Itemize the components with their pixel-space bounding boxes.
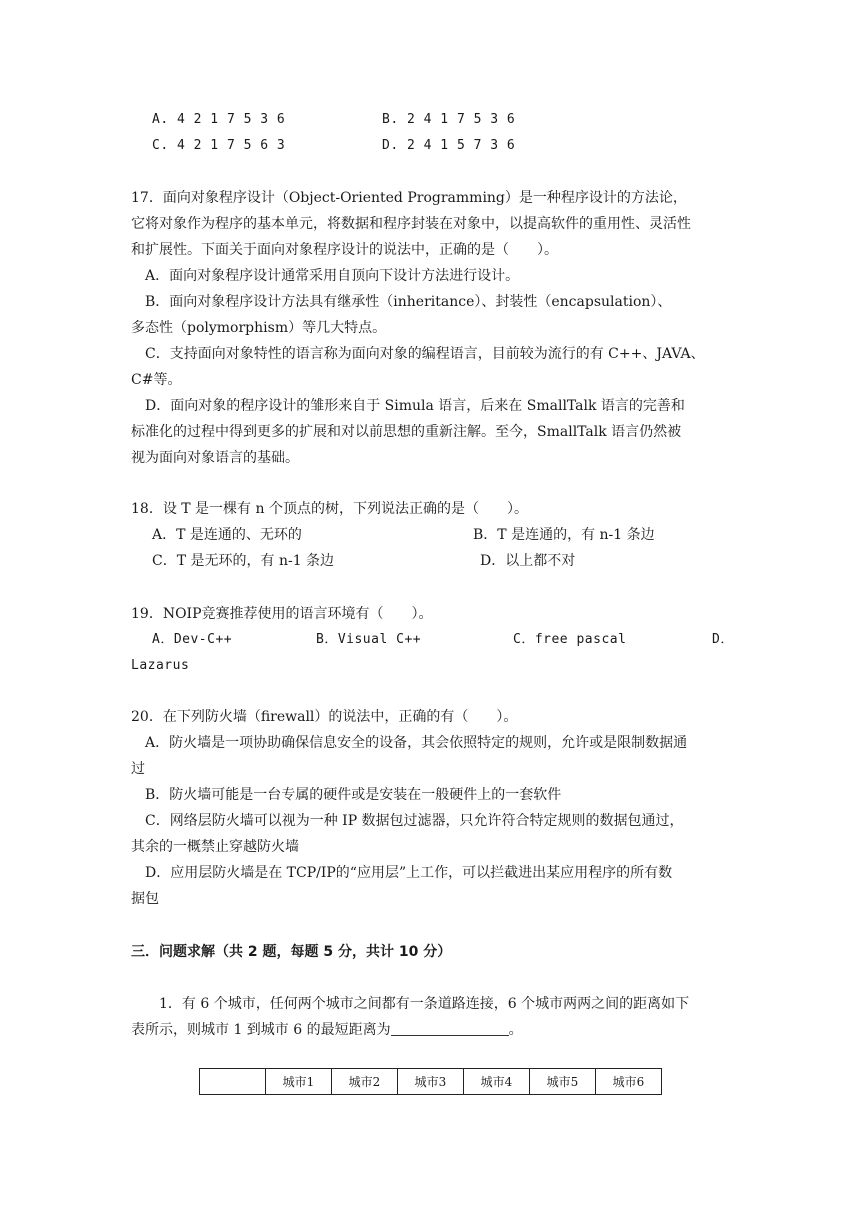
q17-option-d-line-3: 视为面向对象语言的基础。 (131, 450, 299, 466)
q16-option-b: B. 2 4 1 7 5 3 6 (382, 112, 516, 127)
q20-option-c-line-1: C．网络层防火墙可以视为一种 IP 数据包过滤器，只允许符合特定规则的数据包通过， (145, 813, 684, 829)
problem-1-text: 表所示，则城市 1 到城市 6 的最短距离为 (131, 1022, 391, 1038)
q17-stem-line-3: 和扩展性。下面关于面向对象程序设计的说法中，正确的是（ ）。 (131, 242, 558, 258)
q18-option-c: C．T 是无环的，有 n-1 条边 (152, 553, 335, 569)
q19-option-b: B．Visual C++ (316, 632, 422, 647)
table-header-cell: 城市3 (398, 1069, 464, 1095)
q18-stem: 18．设 T 是一棵有 n 个顶点的树，下列说法正确的是（ ）。 (131, 501, 528, 517)
table-header-cell: 城市4 (464, 1069, 530, 1095)
q20-option-a-line-2: 过 (131, 761, 145, 777)
q19-option-c: C．free pascal (513, 632, 627, 647)
table-header-cell: 城市5 (530, 1069, 596, 1095)
answer-blank[interactable] (391, 1021, 509, 1036)
q17-stem-line-2: 它将对象作为程序的基本单元，将数据和程序封装在对象中，以提高软件的重用性、灵活性 (131, 216, 691, 232)
q20-option-d-line-2: 据包 (131, 891, 159, 907)
q17-option-c-line-1: C．支持面向对象特性的语言称为面向对象的编程语言，目前较为流行的有 C++、JAVA、 (145, 346, 705, 362)
q20-stem: 20．在下列防火墙（firewall）的说法中，正确的有（ ）。 (131, 709, 518, 725)
q16-option-d: D. 2 4 1 5 7 3 6 (382, 138, 516, 153)
q17-stem-line-1: 17．面向对象程序设计（Object-Oriented Programming）是一种程序设计的方法论， (131, 190, 687, 206)
table-header-cell: 城市6 (596, 1069, 662, 1095)
q16-option-a: A. 4 2 1 7 5 3 6 (152, 112, 286, 127)
table-header-row (200, 1069, 662, 1095)
q17-option-c-line-2: C#等。 (131, 372, 182, 388)
q18-option-a: A．T 是连通的、无环的 (152, 527, 302, 543)
q19-option-a: A．Dev-C++ (152, 632, 233, 647)
q16-option-c: C. 4 2 1 7 5 6 3 (152, 138, 286, 153)
q17-option-d-line-1: D．面向对象的程序设计的雏形来自于 Simula 语言，后来在 SmallTalk 语言的完善和 (145, 398, 685, 414)
q20-option-a-line-1: A．防火墙是一项协助确保信息安全的设备，其会依照特定的规则，允许或是限制数据通 (145, 735, 688, 751)
q20-option-c-line-2: 其余的一概禁止穿越防火墙 (131, 839, 299, 855)
q17-option-b-line-1: B．面向对象程序设计方法具有继承性（inheritance）、封装性（encapsulation）、 (145, 294, 672, 310)
q18-option-d: D．以上都不对 (480, 553, 576, 569)
q17-option-d-line-2: 标准化的过程中得到更多的扩展和对以前思想的重新注解。至今，SmallTalk 语言仍然被 (131, 424, 682, 440)
section-title: 三．问题求解（共 2 题，每题 5 分，共计 10 分） (131, 944, 452, 960)
q20-option-b: B．防火墙可能是一台专属的硬件或是安装在一般硬件上的一套软件 (145, 787, 562, 803)
table-header-cell: 城市2 (332, 1069, 398, 1095)
table-header-cell (200, 1069, 266, 1095)
problem-1-line-1: 1．有 6 个城市，任何两个城市之间都有一条道路连接，6 个城市两两之间的距离如下 (159, 996, 690, 1012)
q19-option-d: D． (712, 632, 734, 647)
problem-1-line-2 (131, 1020, 523, 1040)
q19-option-d-continued: Lazarus (131, 658, 190, 673)
q17-option-b-line-2: 多态性（polymorphism）等几大特点。 (131, 320, 387, 336)
q19-stem: 19．NOIP竞赛推荐使用的语言环境有（ ）。 (131, 606, 433, 622)
q20-option-d-line-1: D．应用层防火墙是在 TCP/IP的“应用层”上工作，可以拦截进出某应用程序的所有数 (145, 865, 673, 881)
problem-1-period: 。 (508, 1022, 523, 1038)
table-header-cell: 城市1 (266, 1069, 332, 1095)
q18-option-b: B．T 是连通的，有 n-1 条边 (473, 527, 655, 543)
q17-option-a: A．面向对象程序设计通常采用自顶向下设计方法进行设计。 (145, 268, 520, 284)
distance-table (199, 1068, 662, 1095)
